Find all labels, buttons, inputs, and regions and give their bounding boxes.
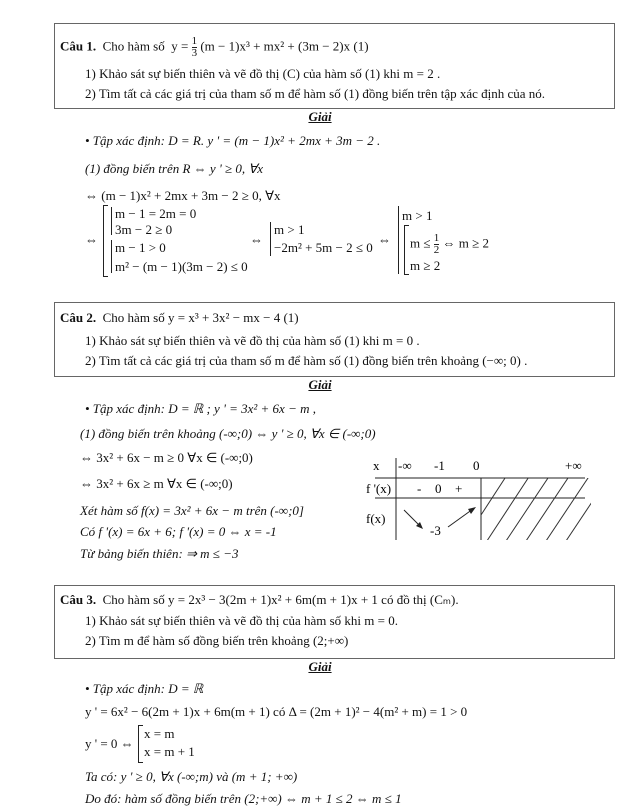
union-bracket — [103, 205, 108, 277]
root: x = m + 1 — [144, 744, 195, 759]
solution-2-line: ⇔ 3x² + 6x ≥ m ∀x ∈ (-∞;0) — [80, 476, 233, 491]
question-3-label: Câu 3. — [60, 592, 97, 607]
solution-3-title: Giải — [308, 659, 332, 674]
system-brace — [270, 222, 271, 256]
fraction — [434, 233, 440, 256]
system-brace — [111, 207, 112, 235]
system-3-row: m ≥ 2 — [410, 258, 441, 273]
question-1-part-2: 2) Tìm tất cả các giá trị của tham số m để hàm số (1) đồng biến trên tập xác định của nó. — [85, 86, 546, 101]
arrow-head — [468, 507, 476, 514]
question-2-stem-text: Cho hàm số y = x³ + 3x² − mx − 4 (1) — [102, 310, 299, 325]
table-x-value: -∞ — [398, 458, 412, 473]
question-3-stem — [60, 592, 459, 608]
union-bracket — [404, 225, 409, 275]
question-3-part-1: 1) Khảo sát sự biến thiên và vẽ đồ thị của hàm số khi m = 0. — [85, 613, 398, 628]
equiv-symbol: ⇔ — [85, 232, 98, 247]
union-bracket — [138, 725, 143, 763]
fraction-num: 1 — [191, 35, 198, 47]
solution-3-line: y ' = 6x² − 6(2m + 1)x + 6m(m + 1) có Δ = (2m + 1)² − 4(m² + m) = 1 > 0 — [85, 704, 468, 719]
function-body: (m − 1)x³ + mx² + (3m − 2)x (1) — [200, 38, 369, 54]
question-2-part-2: 2) Tìm tất cả các giá trị của tham số m để hàm số (1) đồng biến trên khoảng (−∞; 0) . — [85, 353, 528, 368]
table-x-value: -1 — [434, 458, 445, 473]
solution-3-line: y ' = 0 ⇔ — [85, 736, 134, 751]
solution-2-line: Từ bảng biến thiên: ⇒ m ≤ −3 — [80, 546, 239, 561]
system-3-row — [410, 233, 489, 256]
solution-2-line: (1) đồng biến trên khoảng (-∞;0) ⇔ y ' ≥ 0, ∀x ∈ (-∞;0) — [80, 426, 376, 441]
increasing-arrow — [448, 509, 473, 527]
question-1-part-1: 1) Khảo sát sự biến thiên và vẽ đồ thị (C) của hàm số (1) khi m = 2 . — [85, 66, 441, 81]
function-prefix: y = — [171, 38, 189, 54]
variation-table — [360, 455, 595, 540]
question-1-stem — [60, 36, 369, 59]
question-1-label: Câu 1. — [60, 38, 97, 54]
table-row-fprime: f '(x) — [366, 481, 392, 496]
solution-2-line: • Tập xác định: D = ℝ ; y ' = 3x² + 6x − m , — [85, 401, 316, 416]
solution-2-title: Giải — [308, 377, 332, 392]
table-x-value: +∞ — [565, 458, 582, 473]
table-x-value: 0 — [473, 458, 480, 473]
question-3-stem-text: Cho hàm số y = 2x³ − 3(2m + 1)x² + 6m(m + 1)x + 1 có đồ thị (Cₘ). — [102, 592, 459, 607]
table-f-min: -3 — [430, 523, 441, 538]
fraction-den: 2 — [433, 244, 440, 256]
equiv-symbol: ⇔ — [378, 232, 391, 247]
question-2-stem — [60, 310, 299, 326]
solution-1-line: • Tập xác định: D = R. y ' = (m − 1)x² + 2mx + 3m − 2 . — [85, 133, 381, 148]
system-brace — [398, 206, 399, 274]
solution-3-line: Ta có: y ' ≥ 0, ∀x (-∞;m) và (m + 1; +∞) — [85, 769, 298, 784]
solution-2-line: Có f '(x) = 6x + 6; f '(x) = 0 ⇔ x = -1 — [80, 524, 277, 539]
system-1-row: m − 1 > 0 — [115, 240, 166, 255]
system-3-result: ⇔ m ≥ 2 — [442, 235, 489, 251]
question-2-label: Câu 2. — [60, 310, 97, 325]
system-1-row: m − 1 = 2m = 0 — [115, 206, 197, 221]
solution-1-line: ⇔ (m − 1)x² + 2mx + 3m − 2 ≥ 0, ∀x — [85, 188, 281, 203]
solution-1-line: (1) đồng biến trên R ⇔ y ' ≥ 0, ∀x — [85, 161, 264, 176]
question-1-stem-text: Cho hàm số — [102, 38, 165, 54]
question-2-part-1: 1) Khảo sát sự biến thiên và vẽ đồ thị của hàm số (1) khi m = 0 . — [85, 333, 420, 348]
solution-2-line: Xét hàm số f(x) = 3x² + 6x − m trên (-∞;0] — [80, 503, 304, 518]
table-row-x: x — [373, 458, 380, 473]
root: x = m — [144, 726, 175, 741]
solution-3-line: • Tập xác định: D = ℝ — [85, 681, 204, 696]
system-2-row: m > 1 — [274, 222, 305, 237]
equiv-symbol: ⇔ — [250, 232, 263, 247]
table-fp-value: + — [455, 481, 463, 496]
fraction-den: 3 — [191, 47, 198, 59]
table-row-f: f(x) — [366, 511, 386, 526]
solution-3-line: Do đó: hàm số đồng biến trên (2;+∞) ⇔ m + 1 ≤ 2 ⇔ m ≤ 1 — [85, 791, 402, 806]
question-3-part-2: 2) Tìm m để hàm số đồng biến trên khoảng (2;+∞) — [85, 633, 349, 648]
system-1-row: m² − (m − 1)(3m − 2) ≤ 0 — [115, 259, 248, 274]
system-3-row: m > 1 — [402, 208, 433, 223]
system-brace — [111, 240, 112, 273]
fraction-num: 1 — [433, 232, 440, 244]
solution-1-title: Giải — [308, 109, 332, 124]
table-fp-value: - — [417, 481, 422, 496]
system-1-row: 3m − 2 ≥ 0 — [115, 222, 173, 237]
table-fp-value: 0 — [435, 481, 442, 496]
fraction — [192, 36, 198, 59]
system-3-ineq: m ≤ — [410, 235, 431, 251]
system-2-row: −2m² + 5m − 2 ≤ 0 — [274, 240, 373, 255]
solution-2-line: ⇔ 3x² + 6x − m ≥ 0 ∀x ∈ (-∞;0) — [80, 450, 253, 465]
